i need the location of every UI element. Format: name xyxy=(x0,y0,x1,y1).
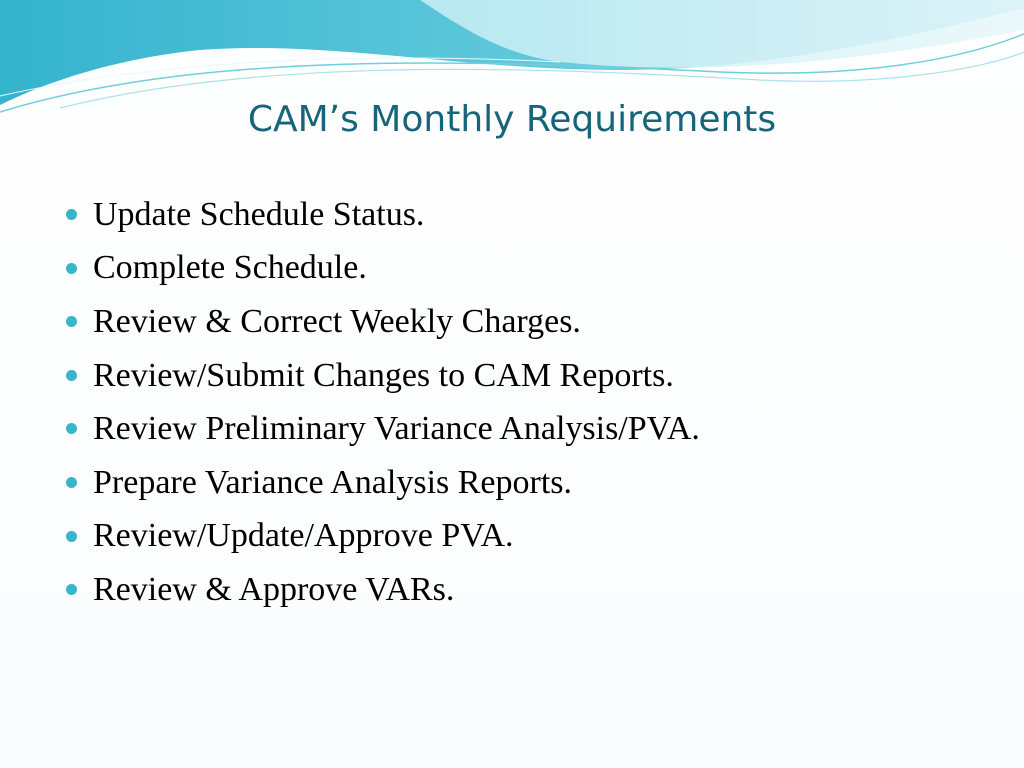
bullet-dot-icon xyxy=(66,584,77,595)
bullet-item xyxy=(66,188,966,242)
bullet-dot-icon xyxy=(66,316,77,327)
bullet-text: Review/Update/Approve PVA. xyxy=(93,517,514,555)
bullet-text: Review/Submit Changes to CAM Reports. xyxy=(93,356,674,394)
bullet-item xyxy=(66,242,966,296)
bullet-item xyxy=(66,349,966,403)
bullet-text: Review Preliminary Variance Analysis/PVA. xyxy=(93,410,700,448)
bullet-item xyxy=(66,456,966,510)
bullet-text: Prepare Variance Analysis Reports. xyxy=(93,463,573,501)
bullet-dot-icon xyxy=(66,423,77,434)
bullet-dot-icon xyxy=(66,370,77,381)
bullet-text: Update Schedule Status. xyxy=(93,195,425,233)
bullet-item xyxy=(66,402,966,456)
bullet-text: Review & Approve VARs. xyxy=(93,570,455,608)
bullet-dot-icon xyxy=(66,477,77,488)
bullet-text: Review & Correct Weekly Charges. xyxy=(93,302,581,340)
bullet-text: Complete Schedule. xyxy=(93,249,367,287)
slide-title: CAM’s Monthly Requirements xyxy=(247,99,777,140)
bullet-dot-icon xyxy=(66,263,77,274)
bullet-dot-icon xyxy=(66,531,77,542)
bullet-list xyxy=(66,188,966,617)
bullet-item xyxy=(66,295,966,349)
bullet-item xyxy=(66,563,966,617)
bullet-dot-icon xyxy=(66,209,77,220)
bullet-item xyxy=(66,510,966,564)
